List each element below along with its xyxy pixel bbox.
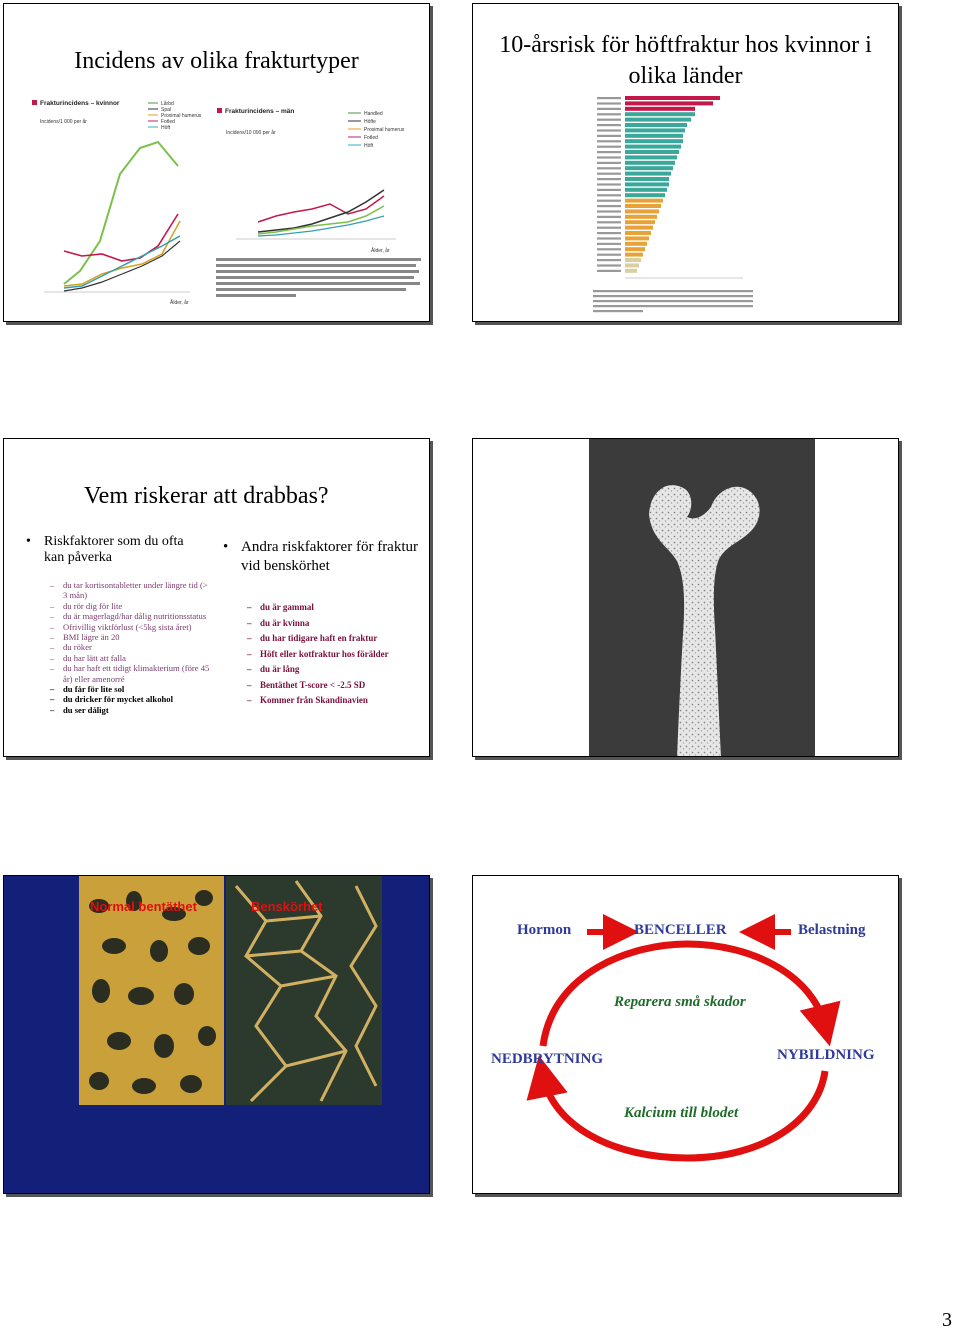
country-bar [625,145,681,149]
hormon-label: Hormon [517,922,572,938]
slide-title: Incidens av olika frakturtyper [74,48,359,74]
country-label-placeholder [597,108,621,110]
country-label-placeholder [597,243,621,245]
repair-label: Reparera små skador [614,994,746,1010]
country-bar [625,215,657,219]
legend-item: Lårbd [161,101,174,107]
slide-fracture-incidence [3,3,430,322]
country-bar [625,96,720,100]
slide-title: Vem riskerar att drabbas? [84,483,329,509]
series-line [64,142,178,284]
left-heading-text: Riskfaktorer som du ofta kan påverka [44,534,184,565]
country-bar [625,188,667,192]
country-label-placeholder [597,237,621,239]
chart-marker-icon [217,108,222,113]
chart-marker-icon [32,100,37,105]
list-item: – du är magerlagd/har dålig nutritionsstatus [50,611,210,621]
country-label-placeholder [597,102,621,104]
country-label-placeholder [597,264,621,266]
right-risk-list [247,600,427,709]
country-label-placeholder [597,270,621,272]
country-bar [625,155,677,159]
list-item: – du får för lite sol [50,684,210,694]
country-label-placeholder [597,151,621,153]
series-line [258,216,384,236]
country-bar [625,161,675,165]
benceller-label: BENCELLER [634,922,727,938]
country-bar [625,123,687,127]
list-item: – du är lång [247,662,427,678]
legend-item: Fotled [161,119,175,125]
y-axis-label: Incidens/10 000 per år [226,130,276,136]
list-item: – du har tidigare haft en fraktur [247,631,427,647]
country-label-placeholder [597,189,621,191]
country-label-placeholder [597,205,621,207]
slide-risk-factors [3,438,430,757]
country-label-placeholder [597,178,621,180]
right-heading-text: Andra riskfaktorer för fraktur vid benskörhet [241,539,419,574]
country-bar [625,172,671,176]
country-bar [625,118,691,122]
calcium-label: Kalcium till blodet [624,1105,739,1121]
country-bar [625,134,683,138]
country-bar [625,193,665,197]
bullet-icon: • [26,534,31,549]
country-bar [625,107,695,111]
list-item: – du rör dig för lite [50,601,210,611]
legend-item: Höft [161,125,171,131]
bullet-icon: • [223,539,229,555]
slide-title: 10-årsrisk för höftfraktur hos kvinnor i olika länder [499,32,872,89]
formation-label: NYBILDNING [777,1047,875,1063]
list-item: – du ser dåligt [50,705,210,715]
country-label-placeholder [597,119,621,121]
country-bar [625,253,643,257]
legend-item: Spal [161,107,172,113]
country-label-placeholder [597,140,621,142]
list-item: – BMI lägre än 20 [50,632,210,642]
legend-item: Handled [364,111,383,117]
legend [348,111,405,149]
caption-line-placeholder [593,290,753,292]
country-bar [625,199,663,203]
country-label-placeholder [597,146,621,148]
femur-xray-image [589,439,815,757]
list-item: – du dricker för mycket alkohol [50,694,210,704]
country-label-placeholder [597,248,621,250]
list-item: – du är kvinna [247,616,427,632]
caption-line-placeholder [593,305,753,307]
page-number: 3 [942,1309,952,1331]
legend-item: Proximal humerus [161,113,202,119]
country-bar [625,231,651,235]
country-bar [625,128,685,132]
chart-title: Frakturincidens – män [225,108,295,115]
chart-title: Frakturincidens – kvinnor [40,100,120,107]
series-line [64,221,180,286]
country-label-placeholder [597,183,621,185]
country-bar [625,139,683,143]
normal-density-label: Normal bentäthet [90,899,197,914]
list-item: – Bentäthet T-score < -2.5 SD [247,678,427,694]
list-item: – du är gammal [247,600,427,616]
caption-line-placeholder [593,310,643,312]
list-item: – du röker [50,642,210,652]
list-item: – du har haft ett tidigt klimakterium (före 45 år) eller amenorré [50,663,210,684]
country-label-placeholder [597,227,621,229]
legend-item: Höft [364,143,374,149]
list-item: – du har lätt att falla [50,653,210,663]
country-bar [625,166,673,170]
legend-item: Höfte [364,119,376,125]
belastning-label: Belastning [798,922,866,938]
x-axis-label: Ålder, år [371,248,390,254]
country-bar [625,263,639,267]
caption-line-placeholder [593,295,753,297]
left-risk-list [50,580,210,715]
list-item: – Ofrivillig viktförlust (<5kg sista året) [50,622,210,632]
series-line [258,196,384,222]
country-label-placeholder [597,221,621,223]
country-bar [625,204,661,208]
country-bar [625,112,695,116]
country-label-placeholder [597,200,621,202]
slide-hip-fracture-risk [472,3,899,322]
list-item: – Kommer från Skandinavien [247,693,427,709]
series-line [64,236,180,288]
country-bar [625,220,655,224]
osteoporosis-label: Benskörhet [251,899,323,914]
x-axis-label: Ålder, år [170,300,189,306]
country-label-placeholder [597,194,621,196]
country-bar [625,258,641,262]
country-label-placeholder [597,129,621,131]
country-bar [625,226,653,230]
country-label-placeholder [597,210,621,212]
legend-item: Proximal humerus [364,127,405,133]
left-heading [26,534,204,566]
country-label-placeholder [597,113,621,115]
country-bar [625,101,713,105]
country-label-placeholder [597,216,621,218]
country-bar [625,209,659,213]
country-bar [625,236,649,240]
country-bar [625,247,645,251]
country-label-placeholder [597,259,621,261]
country-label-placeholder [597,135,621,137]
country-bar [625,177,669,181]
country-label-placeholder [597,167,621,169]
right-heading [223,538,421,576]
women-fracture-chart [30,96,215,306]
femur-bone-illustration [589,439,815,757]
country-label-placeholder [597,232,621,234]
country-bar [625,182,669,186]
legend [148,100,202,131]
country-label-placeholder [597,156,621,158]
country-label-placeholder [597,162,621,164]
caption-line-placeholder [593,300,753,302]
slide-bone-density-comparison [3,875,430,1194]
legend-item: Fotled [364,135,378,141]
resorption-label: NEDBRYTNING [491,1051,603,1067]
country-label-placeholder [597,97,621,99]
figure-caption-lines [216,258,421,297]
slide-femur-xray [472,438,899,757]
country-label-placeholder [597,124,621,126]
country-risk-bar-chart [593,90,763,316]
country-label-placeholder [597,254,621,256]
country-label-placeholder [597,173,621,175]
men-fracture-chart [216,104,428,304]
country-bar [625,269,637,273]
country-bar [625,242,647,246]
country-bar [625,150,679,154]
list-item: – Höft eller kotfraktur hos förälder [247,647,427,663]
slide-bone-remodeling-diagram [472,875,899,1194]
list-item: – du tar kortisontabletter under längre tid (> 3 mån) [50,580,210,601]
y-axis-label: Incidens/1 000 per år [40,119,87,125]
